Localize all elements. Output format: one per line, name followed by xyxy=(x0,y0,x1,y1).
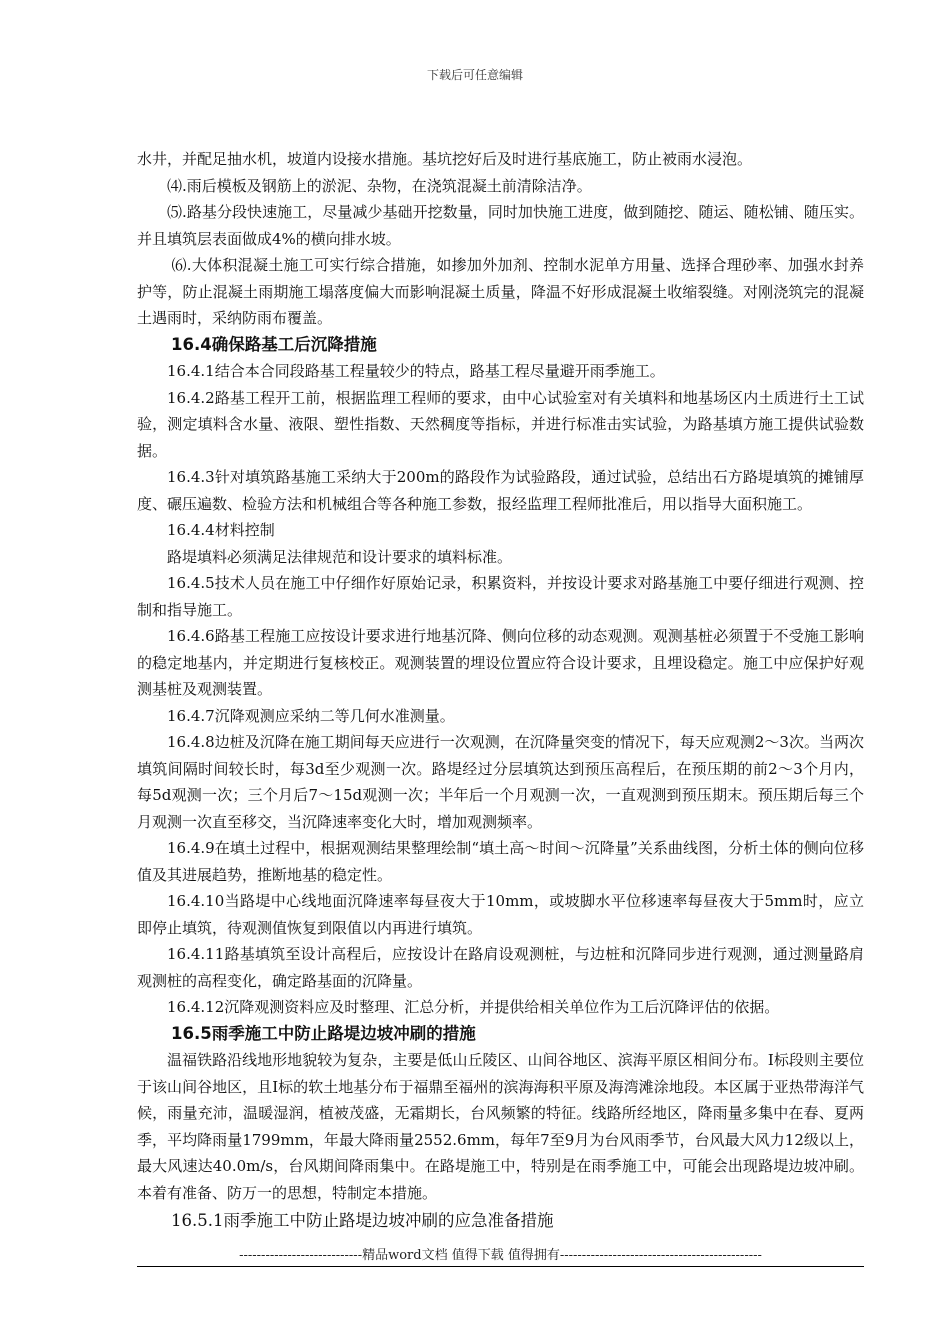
document-body xyxy=(137,146,864,1236)
paragraph-16-4-7: 16.4.7沉降观测应采纳二等几何水准测量。 xyxy=(167,706,455,725)
section-heading-16-4: 16.4确保路基工后沉降措施 xyxy=(171,334,377,354)
paragraph-16-5-intro: 温福铁路沿线地形地貌较为复杂，主要是低山丘陵区、山间谷地区、滨海平原区相间分布。Ⅰ标段则主要位于该山间谷地区，且Ⅰ标的软土地基分布于福鼎至福州的滨海海积平原及海湾滩涂地段。本区属于亚热带海洋气候，雨量充沛，温暖湿润，植被茂盛，无霜期长，台风频繁的特征。线路所经地区，降雨量多集中在春、夏两季，平均降雨量1799mm，年最大降雨量2552.6mm，每年7至9月为台风雨季节，台风最大风力12级以上，最大风速达40.0m/s，台风期间降雨集中。在路堤施工中，特别是在雨季施工中，可能会出现路堤边坡冲刷。本着有准备、防万一的思想，特制定本措施。 xyxy=(137,1051,864,1202)
page-footer: ----------------------------精品word文档 值得下载 值得拥有---------------------------------------------- xyxy=(137,1244,864,1267)
paragraph-16-4-9: 16.4.9在填土过程中，根据观测结果整理绘制“填土高～时间～沉降量”关系曲线图，分析土体的侧向位移值及其进展趋势，推断地基的稳定性。 xyxy=(137,839,864,884)
paragraph-fill-standard: 路堤填料必须满足法律规范和设计要求的填料标准。 xyxy=(167,547,513,566)
paragraph-item-4: ⑷.雨后模板及钢筋上的淤泥、杂物，在浇筑混凝土前清除洁净。 xyxy=(167,176,592,195)
paragraph-item-5: ⑸.路基分段快速施工，尽量减少基础开挖数量，同时加快施工进度，做到随挖、随运、随松铺、随压实。并且填筑层表面做成4%的横向排水坡。 xyxy=(137,203,864,248)
paragraph-16-4-5: 16.4.5技术人员在施工中仔细作好原始记录，积累资料，并按设计要求对路基施工中要仔细进行观测、控制和指导施工。 xyxy=(137,574,864,619)
paragraph-16-4-1: 16.4.1结合本合同段路基工程量较少的特点，路基工程尽量避开雨季施工。 xyxy=(167,362,665,380)
paragraph-16-4-10: 16.4.10当路堤中心线地面沉降速率每昼夜大于10mm，或坡脚水平位移速率每昼夜大于5mm时，应立即停止填筑，待观测值恢复到限值以内再进行填筑。 xyxy=(137,892,864,937)
paragraph-16-4-3: 16.4.3针对填筑路基施工采纳大于200m的路段作为试验路段，通过试验，总结出石方路堤填筑的摊铺厚度、碾压遍数、检验方法和机械组合等各种施工参数，报经监理工程师批准后，用以指导大面积施工。 xyxy=(137,468,864,513)
paragraph-16-4-8: 16.4.8边桩及沉降在施工期间每天应进行一次观测，在沉降量突变的情况下，每天应观测2～3次。当两次填筑间隔时间较长时，每3d至少观测一次。路堤经过分层填筑达到预压高程后，在预压期的前2～3个月内，每5d观测一次；三个月后7～15d观测一次；半年后一个月观测一次，一直观测到预压期末。预压期后每三个月观测一次直至移交，当沉降速率变化大时，增加观测频率。 xyxy=(137,733,864,831)
paragraph-item-6: ⑹.大体积混凝土施工可实行综合措施，如掺加外加剂、控制水泥单方用量、选择合理砂率、加强水封养护等，防止混凝土雨期施工塌落度偏大而影响混凝土质量，降温不好形成混凝土收缩裂缝。对刚浇筑完的混凝土遇雨时，采纳防雨布覆盖。 xyxy=(137,256,864,327)
paragraph-16-4-12: 16.4.12沉降观测资料应及时整理、汇总分析，并提供给相关单位作为工后沉降评估的依据。 xyxy=(167,998,780,1016)
subsection-heading-16-5-1: 16.5.1雨季施工中防止路堤边坡冲刷的应急准备措施 xyxy=(171,1211,554,1230)
paragraph-16-4-11: 16.4.11路基填筑至设计高程后，应按设计在路肩设观测桩，与边桩和沉降同步进行观测，通过测量路肩观测桩的高程变化，确定路基面的沉降量。 xyxy=(137,945,864,990)
paragraph-continuation: 水井，并配足抽水机，坡道内设接水措施。基坑挖好后及时进行基底施工，防止被雨水浸泡。 xyxy=(137,150,753,168)
paragraph-16-4-2: 16.4.2路基工程开工前，根据监理工程师的要求，由中心试验室对有关填料和地基场区内土质进行土工试验，测定填料含水量、液限、塑性指数、天然稠度等指标，并进行标准击实试验，为路基填方施工提供试验数据。 xyxy=(137,388,864,460)
paragraph-16-4-4: 16.4.4材料控制 xyxy=(167,521,275,539)
paragraph-16-4-6: 16.4.6路基工程施工应按设计要求进行地基沉降、侧向位移的动态观测。观测基桩必须置于不受施工影响的稳定地基内，并定期进行复核校正。观测装置的埋设位置应符合设计要求，且埋设稳定。施工中应保护好观测基桩及观测装置。 xyxy=(137,627,864,698)
section-heading-16-5: 16.5雨季施工中防止路堤边坡冲刷的措施 xyxy=(171,1023,476,1043)
page-header: 下载后可任意编辑 xyxy=(426,68,523,82)
